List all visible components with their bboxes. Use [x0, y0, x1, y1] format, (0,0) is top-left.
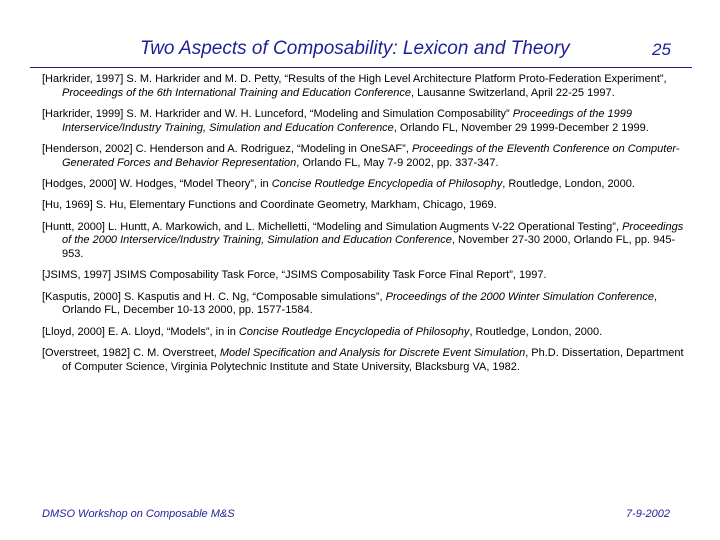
footer-date: 7-9-2002 [626, 508, 671, 520]
reference-list [42, 73, 692, 382]
reference-item: [Kasputis, 2000] S. Kasputis and H. C. Ng, “Composable simulations”, Proceedings of the 2000 Winter Simulation Conference, Orlando FL, December 10-13 2000, pp. 1577-1584. [42, 290, 658, 317]
slide-title-text: Two Aspects of Composability: Lexicon and Theory [140, 38, 570, 59]
reference-item: [Overstreet, 1982] C. M. Overstreet, Model Specification and Analysis for Discrete Event Simulation, Ph.D. Dissertation, Department of Computer Science, Virginia Polytechnic Institute and State University, Blacksburg VA, 1982. [42, 347, 684, 373]
reference-item: [Lloyd, 2000] E. A. Lloyd, “Models”, in in Concise Routledge Encyclopedia of Philosophy, Routledge, London, 2000. [42, 325, 603, 338]
reference-item: [JSIMS, 1997] JSIMS Composability Task Force, “JSIMS Composability Task Force Final Report”, 1997. [42, 269, 547, 282]
reference-item: [Hu, 1969] S. Hu, Elementary Functions and Coordinate Geometry, Markham, Chicago, 1969. [42, 199, 497, 212]
reference-item: [Harkrider, 1997] S. M. Harkrider and M. D. Petty, “Results of the High Level Architecture Platform Proto-Federation Experiment”, Proceedings of the 6th International Training and Education Conference, Lausanne Switzerland, April 22-25 1997. [42, 73, 667, 99]
footer-workshop-name: DMSO Workshop on Composable M&S [42, 508, 235, 520]
reference-item: [Hodges, 2000] W. Hodges, “Model Theory”, in Concise Routledge Encyclopedia of Philosophy, Routledge, London, 2000. [42, 177, 635, 190]
reference-item: [Henderson, 2002] C. Henderson and A. Rodriguez, “Modeling in OneSAF”, Proceedings of the Eleventh Conference on Computer-Generated Forces and Behavior Representation, Orlando FL, May 7-9 2002, pp. 337-347. [42, 142, 680, 169]
page-number: 25 [652, 40, 671, 59]
reference-item: [Harkrider, 1999] S. M. Harkrider and W. H. Lunceford, “Modeling and Simulation Composability” Proceedings of the 1999 Interservice/Industry Training, Simulation and Education Conference, Orlando FL, November 29 1999-December 2 1999. [42, 107, 649, 134]
reference-item: [Huntt, 2000] L. Huntt, A. Markowich, and L. Michelletti, “Modeling and Simulation Augments V-22 Operational Testing”, Proceedings of the 2000 Interservice/Industry Training, Simulation and Education Conference, November 27-30 2000, Orlando FL, pp. 945-953. [42, 220, 684, 260]
title-divider [30, 67, 692, 68]
